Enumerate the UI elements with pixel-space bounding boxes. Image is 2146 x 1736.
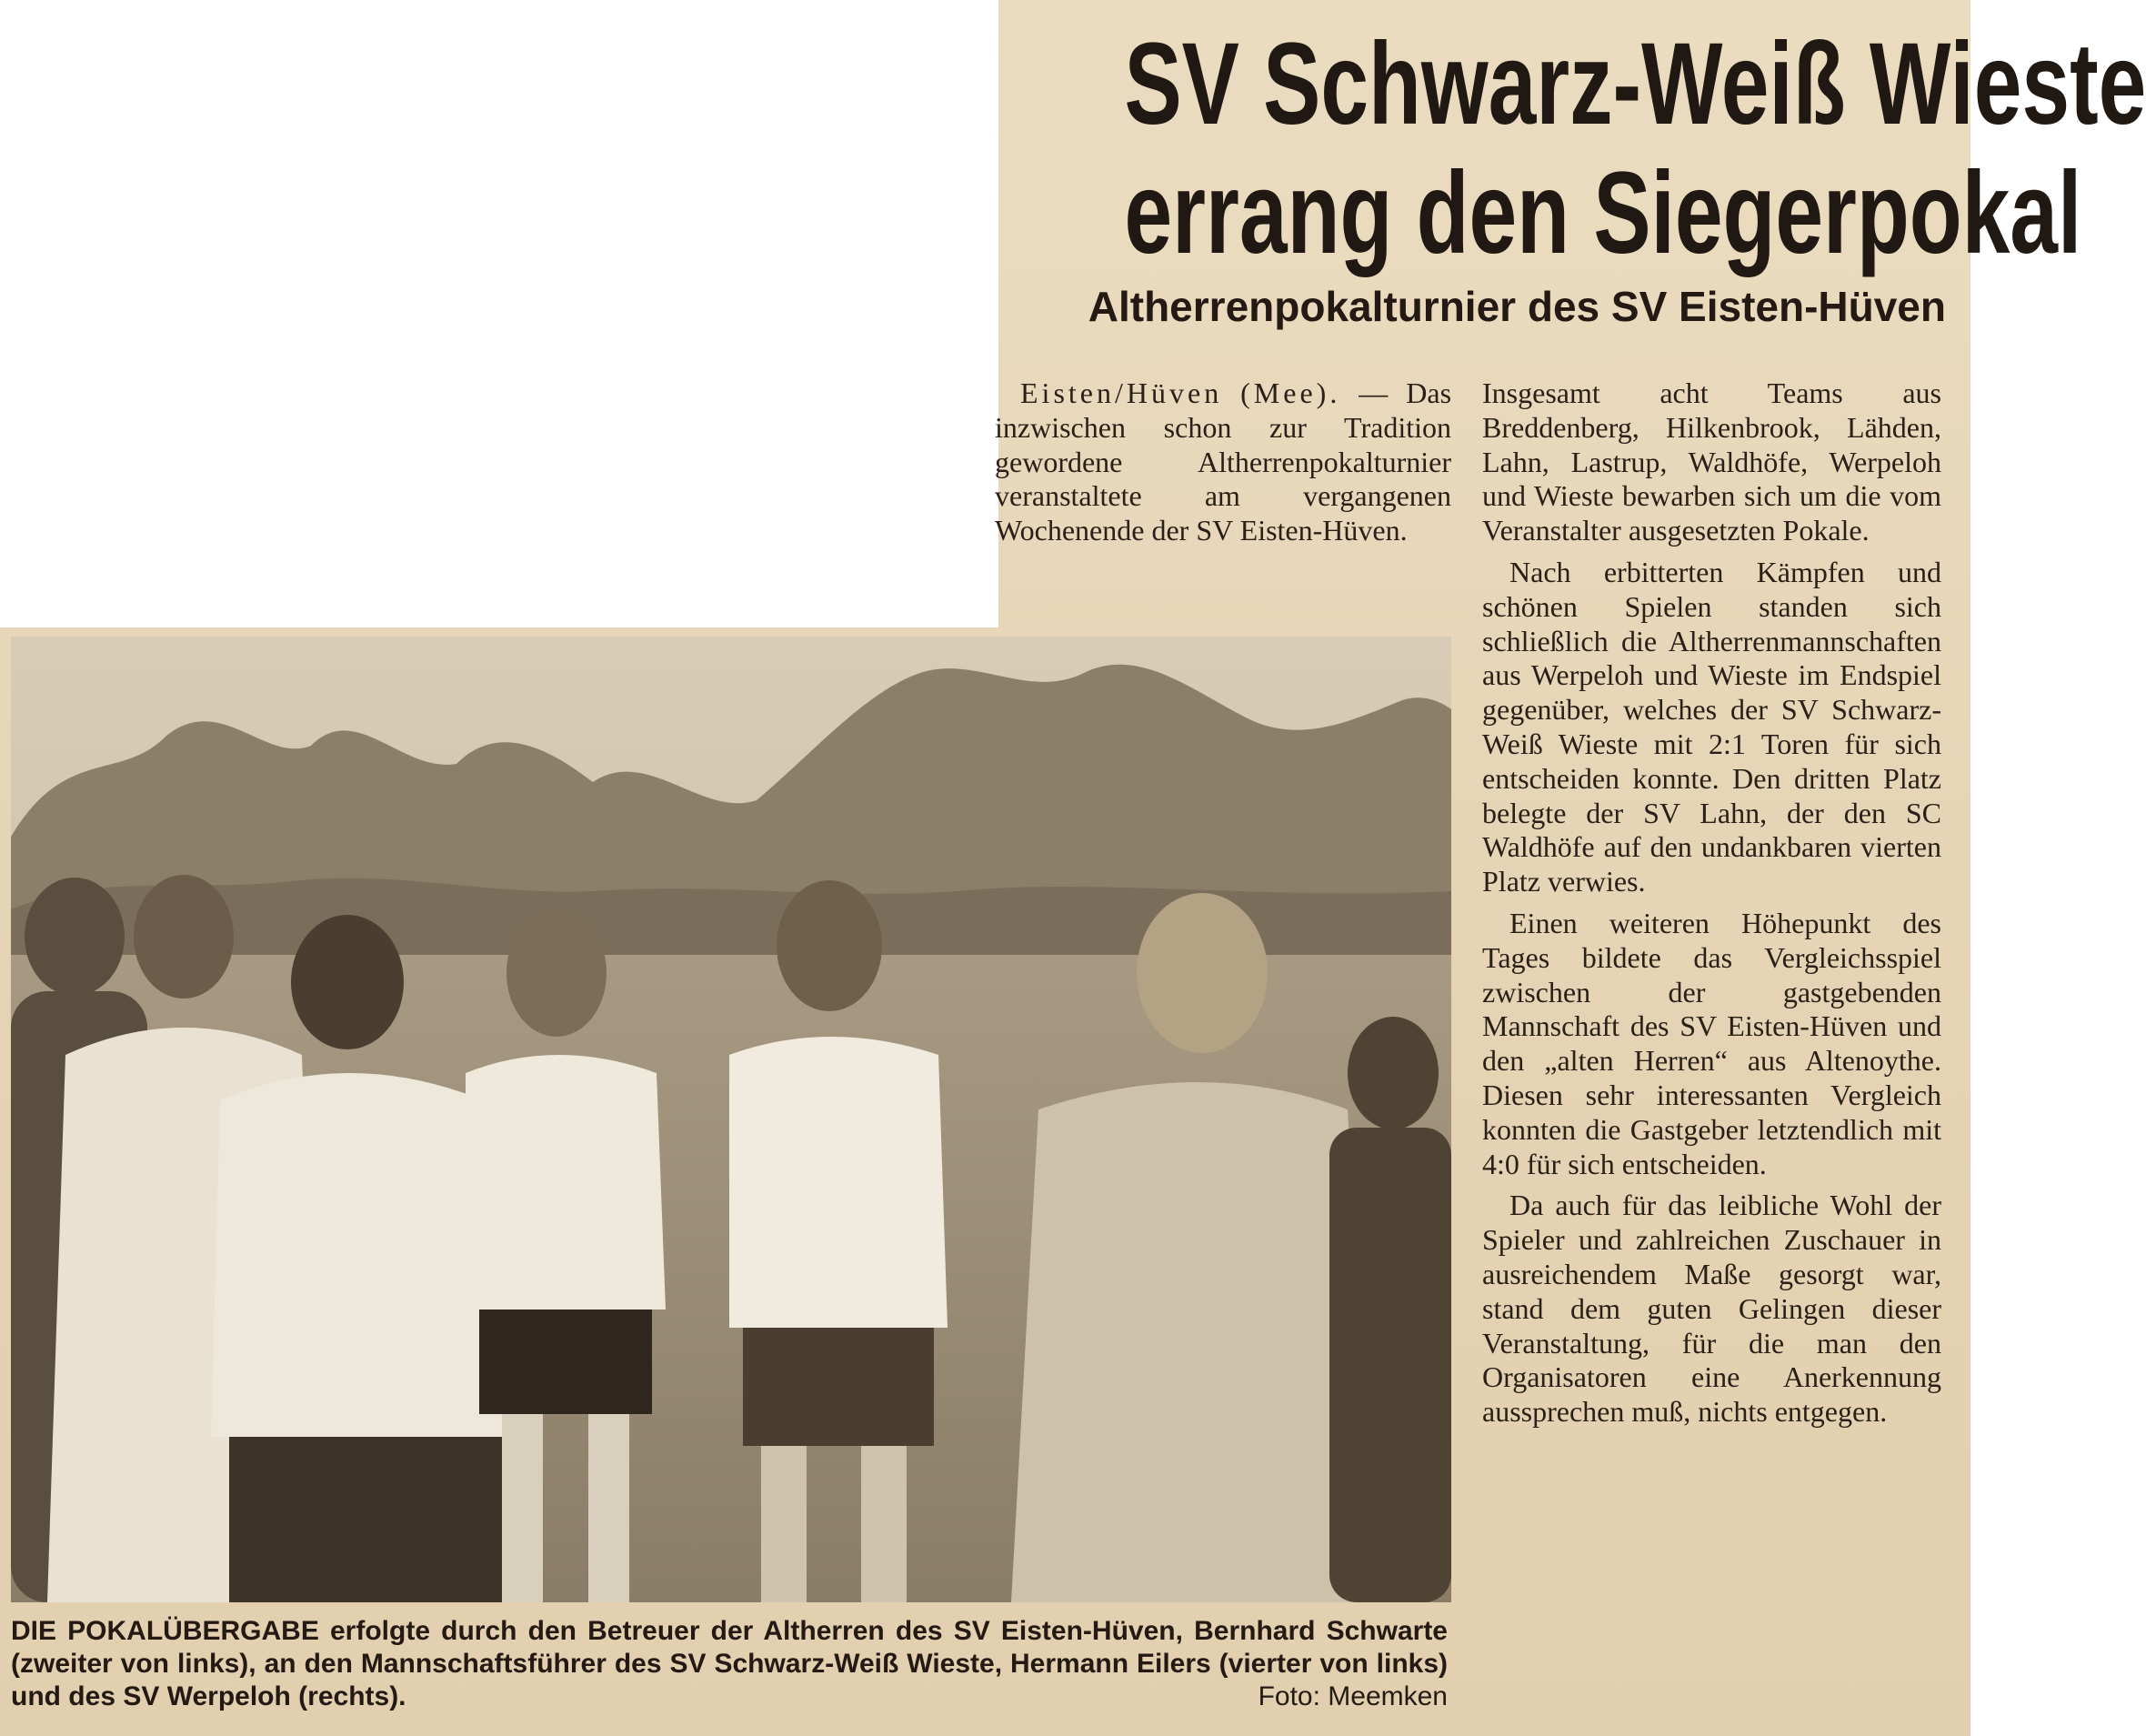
article-paragraph: Einen weiteren Höhepunkt des Tages bildete das Vergleichsspiel zwischen der gastgebenden Mannschaft des SV Eisten-Hüven und den „alten Herren“ aus Altenoythe. Diesen sehr interessanten Vergleich konnten die Gastgeber letztendlich mit 4:0 für sich entscheiden. xyxy=(1482,906,1941,1180)
caption-lead: DIE POKALÜBERGABE xyxy=(11,1616,319,1646)
article-paragraph: Da auch für das leibliche Wohl der Spieler und zahlreichen Zuschauer in ausreichendem Maße gesorgt war, stand dem guten Gelingen dieser Veranstaltung, für die man den Organisatoren eine Anerkennung aussprechen muß, nichts entgegen. xyxy=(1482,1189,1941,1429)
article-column-2 xyxy=(1482,376,1941,1430)
blank-area xyxy=(0,0,998,627)
photo-caption xyxy=(11,1615,1448,1713)
subheadline: Altherrenpokalturnier des SV Eisten-Hüven xyxy=(1088,283,1946,330)
team-photo-illustration xyxy=(11,637,1451,1602)
article-paragraph: Nach erbitterten Kämpfen und schönen Spielen standen sich schließlich die Altherrenmannschaften aus Werpeloh und Wieste im Endspiel gegenüber, welches der SV Schwarz-Weiß Wieste mit 2:1 Toren für sich entscheiden konnte. Den dritten Platz belegte der SV Lahn, der den SC Waldhöfe auf den undankbaren vierten Platz verwies. xyxy=(1482,555,1941,898)
photo-credit: Foto: Meemken xyxy=(1258,1681,1448,1711)
headline-line-2: errang den Siegerpokal xyxy=(1124,148,2082,278)
team-photo xyxy=(11,637,1451,1602)
column-1-text: Das inzwischen schon zur Tradition gewordene Altherrenpokalturnier veranstaltete am vergangenen Wochenende der SV Eisten-Hüven. xyxy=(995,376,1452,547)
headline-line-1: SV Schwarz-Weiß Wieste xyxy=(1124,19,2146,149)
dateline: Eisten/Hüven (Mee). — xyxy=(1020,376,1392,409)
caption-text: erfolgte durch den Betreuer der Altherren des SV Eisten-Hüven, Bernhard Schwarte (zweiter von links), an den Mannschaftsführer des SV Schwarz-Weiß Wieste, Hermann Eilers (vierter von links) und des SV Werpeloh (rechts). xyxy=(11,1616,1448,1711)
article-paragraph: Insgesamt acht Teams aus Breddenberg, Hilkenbrook, Lähden, Lahn, Lastrup, Waldhöfe, Werpeloh und Wieste bewarben sich um die vom Veranstalter ausgesetzten Pokale. xyxy=(1482,376,1941,547)
article-column-1 xyxy=(997,376,1451,548)
column-1-paragraph xyxy=(995,376,1451,548)
